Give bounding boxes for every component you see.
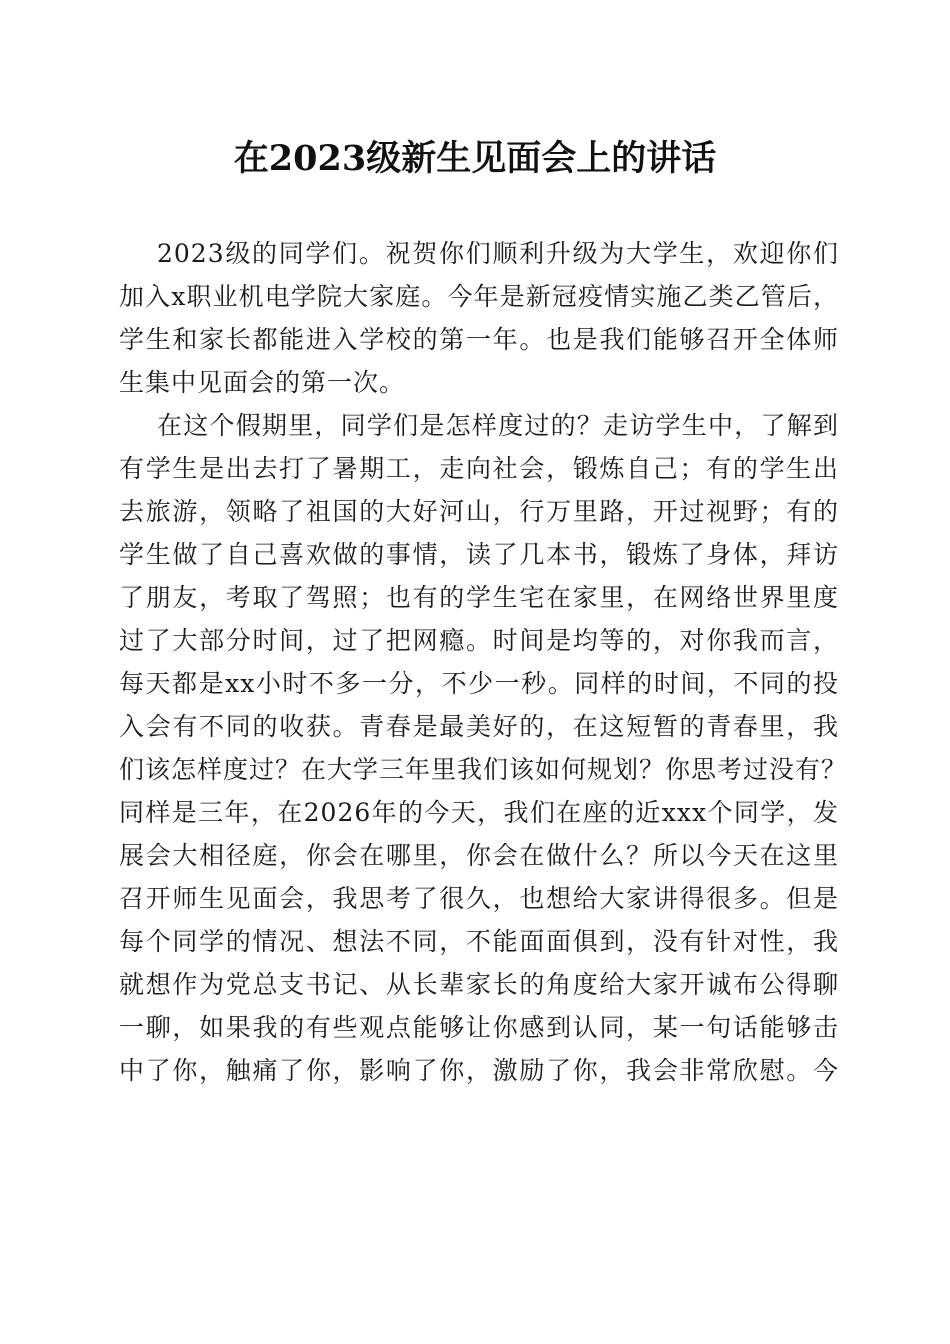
paragraph-2-line-12: 召开师生见面会，我思考了很久，也想给大家讲得很多。但是 xyxy=(119,884,839,913)
paragraph-1-line-1: 2023级的同学们。祝贺你们顺利升级为大学生，欢迎你们 xyxy=(157,239,839,268)
paragraph-1-line-4: 生集中见面会的第一次。 xyxy=(119,368,406,397)
paragraph-2-line-5: 了朋友，考取了驾照；也有的学生宅在家里，在网络世界里度 xyxy=(119,583,839,612)
paragraph-2-line-15: 一聊，如果我的有些观点能够让你感到认同，某一句话能够击 xyxy=(119,1013,839,1042)
paragraph-1-line-2: 加入x职业机电学院大家庭。今年是新冠疫情实施乙类乙管后， xyxy=(119,282,839,311)
paragraph-2-line-11: 展会大相径庭，你会在哪里，你会在做什么？所以今天在这里 xyxy=(119,841,839,870)
document-title: 在2023级新生见面会上的讲话 xyxy=(233,138,717,179)
paragraph-2-line-8: 入会有不同的收获。青春是最美好的，在这短暂的青春里，我 xyxy=(119,712,839,741)
paragraph-2-line-6: 过了大部分时间，过了把网瘾。时间是均等的，对你我而言， xyxy=(119,626,839,655)
paragraph-2-line-16: 中了你，触痛了你，影响了你，激励了你，我会非常欣慰。今 xyxy=(119,1056,839,1085)
paragraph-2-line-10: 同样是三年，在2026年的今天，我们在座的近xxx个同学，发 xyxy=(119,798,839,827)
paragraph-1-line-3: 学生和家长都能进入学校的第一年。也是我们能够召开全体师 xyxy=(119,325,839,354)
paragraph-2-line-14: 就想作为党总支书记、从长辈家长的角度给大家开诚布公得聊 xyxy=(119,970,839,999)
paragraph-2-line-13: 每个同学的情况、想法不同，不能面面俱到，没有针对性，我 xyxy=(119,927,839,956)
paragraph-2-line-4: 学生做了自己喜欢做的事情，读了几本书，锻炼了身体，拜访 xyxy=(119,540,839,569)
paragraph-2-line-3: 去旅游，领略了祖国的大好河山，行万里路，开过视野；有的 xyxy=(119,497,839,526)
paragraph-2-line-9: 们该怎样度过？在大学三年里我们该如何规划？你思考过没有？ xyxy=(119,755,848,784)
paragraph-2-line-7: 每天都是xx小时不多一分，不少一秒。同样的时间，不同的投 xyxy=(119,669,839,698)
paragraph-2-line-2: 有学生是出去打了暑期工，走向社会，锻炼自己；有的学生出 xyxy=(119,454,839,483)
document-body xyxy=(119,232,848,1092)
paragraph-2-line-1: 在这个假期里，同学们是怎样度过的？走访学生中，了解到 xyxy=(157,411,839,440)
